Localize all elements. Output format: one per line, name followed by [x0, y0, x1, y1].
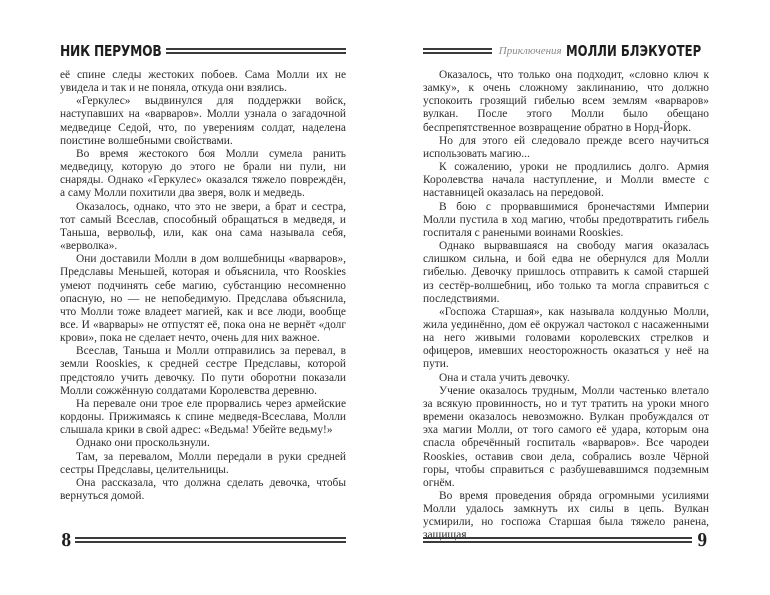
header-double-rule [166, 48, 346, 54]
paragraph: Всеслав, Таньша и Молли отправились за перевал, в земли Rooskies, к средней сестре Предславы, которой предстояло учить девочку. По пути оборотни показали Молли сожжённую солдатами Королевства деревню. [60, 345, 346, 397]
right-running-header [423, 40, 709, 62]
paragraph: Во время проведения обряда огромными усилиями Молли удалось замкнуть их силы в цепь. Вулкан усмирили, но госпожа Старшая была тяжело ранена, защищая [423, 490, 709, 542]
paragraph: Оказалось, однако, что это не звери, а брат и сестра, тот самый Всеслав, способный обращаться в медведя, и Таньша, вервольф, или, как она сама называла себя, «верволка». [60, 200, 346, 253]
right-page-footer [423, 528, 709, 552]
paragraph: Учение оказалось трудным, Молли частенько влетало за всякую провинность, но и тут тратить на уроки много времени оказалось невозможно. Вулкан пробуждался от эха магии Молли, от того самого её удара, которым она спасла обречённый госпиталь «варваров». Все чародеи Rooskies, оставив свои дела, собрались возле Чёрной горы, чтобы справиться с разбушевавшимся подземным огнём. [423, 384, 709, 489]
footer-double-rule [75, 537, 346, 543]
page-number: 9 [697, 529, 708, 551]
author-name: НИК ПЕРУМОВ [60, 42, 162, 60]
right-page-body [423, 69, 709, 543]
paragraph: Она рассказала, что должна сделать девочка, чтобы вернуться домой. [60, 476, 346, 502]
right-page [385, 0, 770, 595]
paragraph: «Госпожа Старшая», как называла колдунью Молли, жила уединённо, дом её окружал частокол с насаженными на него живыми головами королевских стрелков и офицеров, имевших неосторожность оказаться у неё на пути. [423, 305, 709, 371]
left-page-body [60, 69, 346, 503]
paragraph: Оказалось, что только она подходит, «словно ключ к замку», к очень сложному заклинанию, что должно успокоить грозящий гибелью всем землям «варваров» вулкан. После этого Молли было обещано беспрепятственное возвращение обратно в Норд-Йорк. [423, 69, 709, 134]
book-title: МОЛЛИ БЛЭКУОТЕР [565, 42, 701, 60]
paragraph: Она и стала учить девочку. [439, 371, 570, 384]
paragraph: К сожалению, уроки не продлились долго. Армия Королевства начала наступление, и Молли вместе с наставницей оказалась на передовой. [423, 161, 709, 200]
left-running-header [60, 40, 346, 62]
paragraph: «Геркулес» выдвинулся для поддержки войск, наступавших на «варваров». Молли узнала о загадочной медведице Седой, что, по уверениям солдат, наделена поистине волшебными свойствами. [60, 95, 346, 147]
paragraph: Там, за перевалом, Молли передали в руки средней сестры Предславы, целительницы. [60, 450, 346, 476]
paragraph: Однако они проскользнули. [76, 437, 210, 450]
paragraph: Но для этого ей следовало прежде всего научиться использовать магию... [423, 134, 709, 160]
paragraph: Во время жестокого боя Молли сумела ранить медведицу, которую до этого не брали ни пули, ни снаряды. Однако «Геркулес» оказался тяжело повреждён, а саму Молли похитили два зверя, волк и медведь. [60, 147, 346, 200]
paragraph: Они доставили Молли в дом волшебницы «варваров», Предславы Меньшей, которая и объяснила, что Rooskies умеют подчинять себе магию, субстанцию несомненно опасную, но — не непобедимую. Предслава объяснила, что Молли тоже владеет магией, как и все люди, вообще все. И «варвары» не отпустят её, пока она не вернёт «долг крови», пока не сделает нечто, очень для них важное. [60, 253, 346, 345]
page-number: 8 [61, 529, 72, 551]
header-double-rule [423, 48, 492, 54]
series-label: Приключения [498, 45, 562, 57]
paragraph: В бою с прорвавшимися бронечастями Империи Молли пустила в ход магию, чтобы предотвратить гибель госпиталя с ранеными воинами Rooskies. [423, 200, 709, 239]
paragraph: Однако вырвавшаяся на свободу магия оказалась слишком сильна, и бой едва не обернулся для Молли гибелью. Девочку пришлось отправить к самой старшей из сестёр-волшебниц, ибо только та могла справиться с последствиями. [423, 240, 709, 305]
paragraph: На перевале они трое еле прорвались через армейские кордоны. Прижимаясь к спине медведя-Всеслава, Молли слышала крики в свой адрес: «Ведьма! Убейте ведьму!» [60, 397, 346, 437]
paragraph: её спине следы жестоких побоев. Сама Молли их не увидела и так и не поняла, откуда они взялись. [60, 69, 346, 95]
left-page-footer [60, 528, 346, 552]
footer-double-rule [423, 537, 692, 543]
